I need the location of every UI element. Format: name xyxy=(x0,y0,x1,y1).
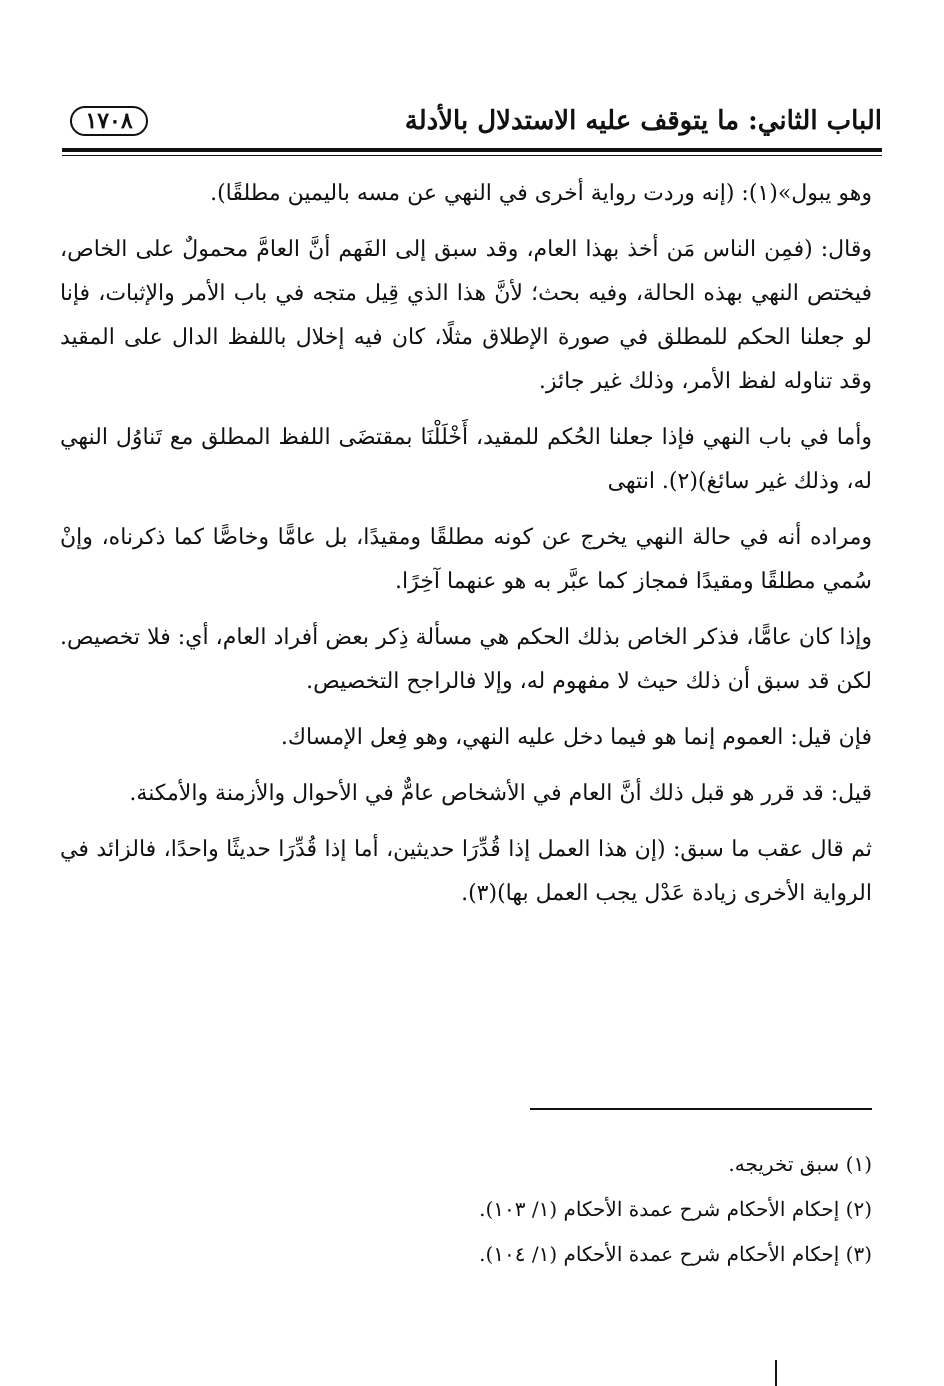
footnote-separator xyxy=(530,1108,872,1110)
main-text xyxy=(60,172,872,928)
paragraph: وأما في باب النهي فإذا جعلنا الحُكم للمقيد، أَخْلَلْنَا بمقتضَى اللفظ المطلق مع تَناوُل النهي له، وذلك غير سائغ)(٢). انتهى xyxy=(60,425,872,494)
page-edge-mark xyxy=(775,1360,777,1386)
chapter-title: الباب الثاني: ما يتوقف عليه الاستدلال بالأدلة xyxy=(404,106,882,136)
footnote-item: (٢) إحكام الأحكام شرح عمدة الأحكام (١/ ١٠٣). xyxy=(479,1197,872,1221)
running-header xyxy=(62,100,882,144)
header-rule-thin xyxy=(62,155,882,156)
paragraph: وإذا كان عامًّا، فذكر الخاص بذلك الحكم هي مسألة ذِكر بعض أفراد العام، أي: فلا تخصيص. لكن قد سبق أن ذلك حيث لا مفهوم له، وإلا فالراجح التخصيص. xyxy=(60,625,872,694)
footnote-item: (٣) إحكام الأحكام شرح عمدة الأحكام (١/ ١٠٤). xyxy=(479,1242,872,1266)
paragraph: وهو يبول»(١): (إنه وردت رواية أخرى في النهي عن مسه باليمين مطلقًا). xyxy=(210,181,872,206)
paragraph: ومراده أنه في حالة النهي يخرج عن كونه مطلقًا ومقيدًا، بل عامًّا وخاصًّا كما ذكرناه، وإنْ سُمي مطلقًا ومقيدًا فمجاز كما عبَّر به هو عنهما آخِرًا. xyxy=(60,525,872,594)
paragraph: فإن قيل: العموم إنما هو فيما دخل عليه النهي، وهو فِعل الإمساك. xyxy=(280,725,872,750)
footnote-item: (١) سبق تخريجه. xyxy=(728,1152,872,1176)
paragraph: ثم قال عقب ما سبق: (إن هذا العمل إذا قُدِّرَا حديثين، أما إذا قُدِّرَا حديثًا واحدًا، فالزائد في الرواية الأخرى زيادة عَدْل يجب العمل بها)(٣). xyxy=(60,837,872,906)
footnotes xyxy=(300,1142,872,1277)
page-number-badge: ١٧٠٨ xyxy=(70,106,148,136)
paragraph: قيل: قد قرر هو قبل ذلك أنَّ العام في الأشخاص عامٌّ في الأحوال والأزمنة والأمكنة. xyxy=(129,781,872,806)
header-rule-thick xyxy=(62,148,882,152)
paragraph: وقال: (فمِن الناس مَن أخذ بهذا العام، وقد سبق إلى الفَهم أنَّ العامَّ محمولٌ على الخاص، فيختص النهي بهذه الحالة، وفيه بحث؛ لأنَّ هذا الذي قِيل متجه في باب الأمر والإثبات، فإنا لو جعلنا الحكم للمطلق في صورة الإطلاق مثلًا، كان فيه إخلال باللفظ الدال على المقيد وقد تناوله لفظ الأمر، وذلك غير جائز. xyxy=(60,237,872,394)
